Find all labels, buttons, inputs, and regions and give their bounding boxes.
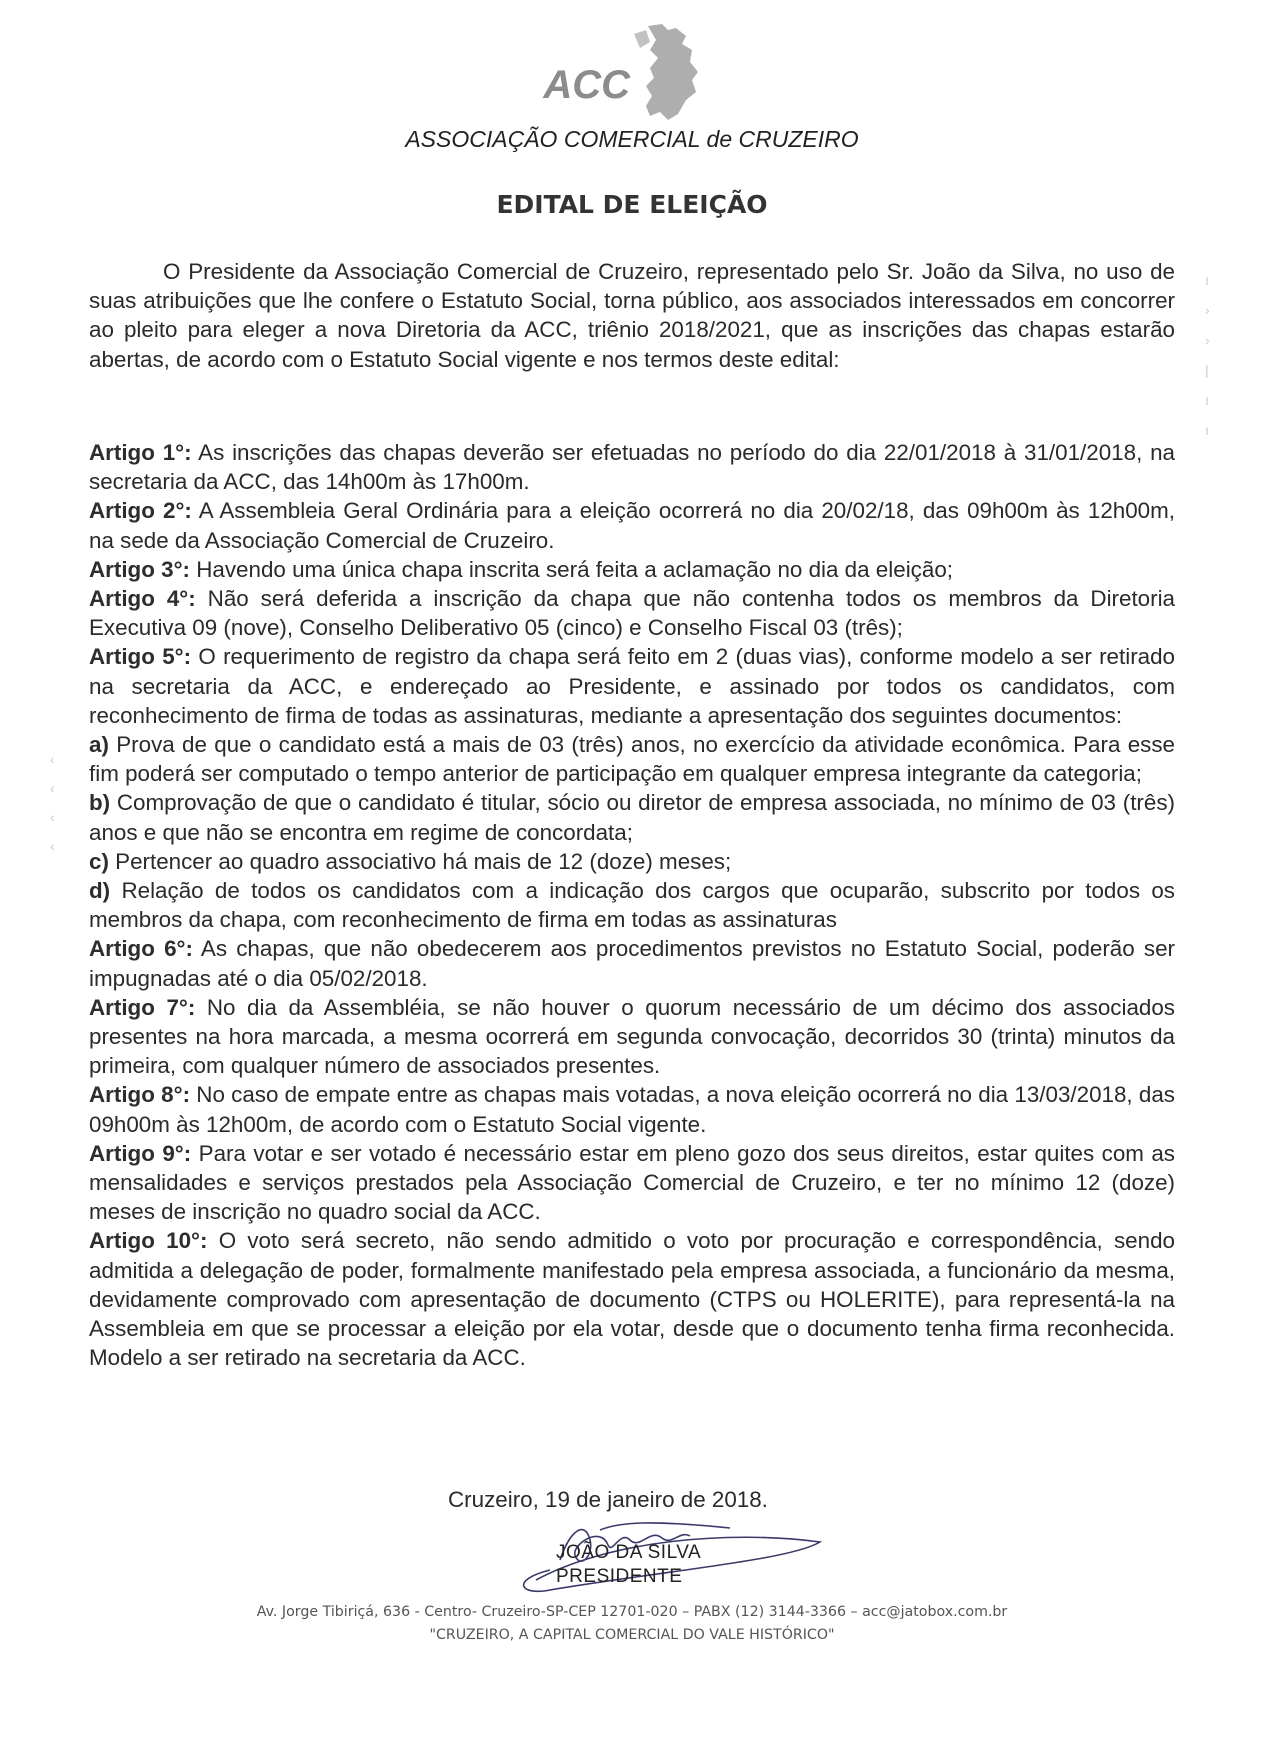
article-label: b)	[89, 790, 111, 816]
intro-paragraph: O Presidente da Associação Comercial de Cruzeiro, representado pelo Sr. João da Silva, no uso de suas atribuições que lhe confere o Estatuto Social, torna público, aos associados interessados em concorrer ao pleito para eleger a nova Diretoria da ACC, triênio 2018/2021, que as inscrições das chapas estarão abertas, de acordo com o Estatuto Social vigente e nos termos deste edital:	[89, 259, 1175, 372]
article-paragraph	[89, 730, 1175, 788]
article-paragraph	[89, 584, 1175, 642]
article-label: Artigo 10°:	[89, 1228, 208, 1254]
article-label: d)	[89, 878, 111, 904]
article-text: Para votar e ser votado é necessário estar em pleno gozo dos seus direitos, estar quites com as mensalidades e serviços prestados pela Associação Comercial de Cruzeiro, e ter no mínimo 12 (doze) meses de inscrição no quadro social da ACC.	[89, 1140, 1176, 1225]
article-paragraph	[89, 496, 1175, 554]
article-label: Artigo 4°:	[89, 586, 196, 612]
article-paragraph	[89, 438, 1175, 496]
article-paragraph	[89, 934, 1175, 992]
article-paragraph	[89, 788, 1175, 846]
article-text: Relação de todos os candidatos com a indicação dos cargos que ocuparão, subscrito por todos os membros da chapa, com reconhecimento de firma em todas as assinaturas	[89, 878, 1175, 933]
article-label: Artigo 8°:	[89, 1082, 191, 1108]
signer-name: JOÃO DA SILVA	[556, 1542, 702, 1563]
article-text: As chapas, que não obedecerem aos procedimentos previstos no Estatuto Social, poderão ser impugnadas até o dia 05/02/2018.	[89, 936, 1176, 991]
article-text: Pertencer ao quadro associativo há mais de 12 (doze) meses;	[108, 848, 732, 874]
articles-list	[89, 438, 1175, 1373]
article-paragraph	[89, 1226, 1175, 1372]
article-label: c)	[89, 848, 109, 874]
article-label: Artigo 3°:	[89, 556, 190, 582]
article-label: Artigo 2°:	[89, 498, 192, 524]
article-paragraph	[89, 555, 1175, 584]
article-paragraph	[89, 876, 1175, 934]
article-label: Artigo 5°:	[89, 644, 192, 670]
scan-margin-marks-right: ı › › | ı ı	[1205, 272, 1210, 438]
article-label: Artigo 1°:	[89, 440, 192, 465]
place-date: Cruzeiro, 19 de janeiro de 2018.	[448, 1487, 768, 1512]
article-text: A Assembleia Geral Ordinária para a eleição ocorrerá no dia 20/02/18, das 09h00m às 12h00m, na sede da Associação Comercial de Cruzeiro.	[89, 498, 1175, 553]
article-label: Artigo 7°:	[89, 994, 196, 1020]
signer-role: PRESIDENTE	[556, 1566, 683, 1587]
article-paragraph	[89, 847, 1175, 876]
article-text: Não será deferida a inscrição da chapa que não contenha todos os membros da Diretoria Executiva 09 (nove), Conselho Deliberativo 05 (cinco) e Conselho Fiscal 03 (três);	[89, 586, 1176, 641]
signer-block	[556, 1541, 701, 1589]
acc-logo	[500, 20, 760, 130]
article-label: a)	[89, 732, 109, 758]
article-text: Havendo uma única chapa inscrita será feita a aclamação no dia da eleição;	[190, 556, 953, 582]
footer-slogan: "CRUZEIRO, A CAPITAL COMERCIAL DO VALE HISTÓRICO"	[429, 1627, 835, 1643]
scan-margin-marks-left: ‹ ‹ ‹ ‹	[50, 751, 55, 854]
article-text: Prova de que o candidato está a mais de 03 (três) anos, no exercício da atividade econômica. Para esse fim poderá ser computado o tempo anterior de participação em qualquer empresa integrante da categoria;	[89, 732, 1175, 787]
article-text: O voto será secreto, não sendo admitido o voto por procuração e correspondência, sendo admitida a delegação de poder, formalmente manifestado pela empresa associada, a funcionário da mesma, devidamente comprovado com apresentação de documento (CTPS ou HOLERITE), para representá-la na Assembleia em que se processar a eleição por ela votar, desde que o documento tenha firma reconhecida. Modelo a ser retirado na secretaria da ACC.	[89, 1228, 1175, 1371]
article-paragraph	[89, 1139, 1175, 1227]
document-title: EDITAL DE ELEIÇÃO	[496, 190, 768, 219]
article-label: Artigo 6°:	[89, 936, 193, 962]
article-text: Comprovação de que o candidato é titular, sócio ou diretor de empresa associada, no mínimo de 03 (três) anos e que não se encontra em regime de concordata;	[89, 790, 1175, 845]
article-label: Artigo 9°:	[89, 1140, 192, 1166]
article-text: No dia da Assembléia, se não houver o quorum necessário de um décimo dos associados presentes na hora marcada, a mesma ocorrerá em segunda convocação, decorridos 30 (trinta) minutos da primeira, com qualquer número de associados presentes.	[89, 994, 1175, 1079]
article-paragraph	[89, 1080, 1175, 1138]
logo-text: ACC	[543, 63, 630, 107]
article-paragraph	[89, 642, 1175, 730]
footer-address: Av. Jorge Tibiriçá, 636 - Centro- Cruzeiro-SP-CEP 12701-020 – PABX (12) 3144-3366 – acc@jatobox.com.br	[256, 1604, 1008, 1620]
organization-name: ASSOCIAÇÃO COMERCIAL de CRUZEIRO	[405, 126, 859, 152]
article-text: As inscrições das chapas deverão ser efetuadas no período do dia 22/01/2018 à 31/01/2018, na secretaria da ACC, das 14h00m às 17h00m.	[89, 440, 1175, 495]
article-text: No caso de empate entre as chapas mais votadas, a nova eleição ocorrerá no dia 13/03/2018, das 09h00m às 12h00m, de acordo com o Estatuto Social vigente.	[89, 1082, 1175, 1137]
article-text: O requerimento de registro da chapa será feito em 2 (duas vias), conforme modelo a ser retirado na secretaria da ACC, e endereçado ao Presidente, e assinado por todos os candidatos, com reconhecimento de firma de todas as assinaturas, mediante a apresentação dos seguintes documentos:	[89, 644, 1176, 728]
article-paragraph	[89, 993, 1175, 1081]
